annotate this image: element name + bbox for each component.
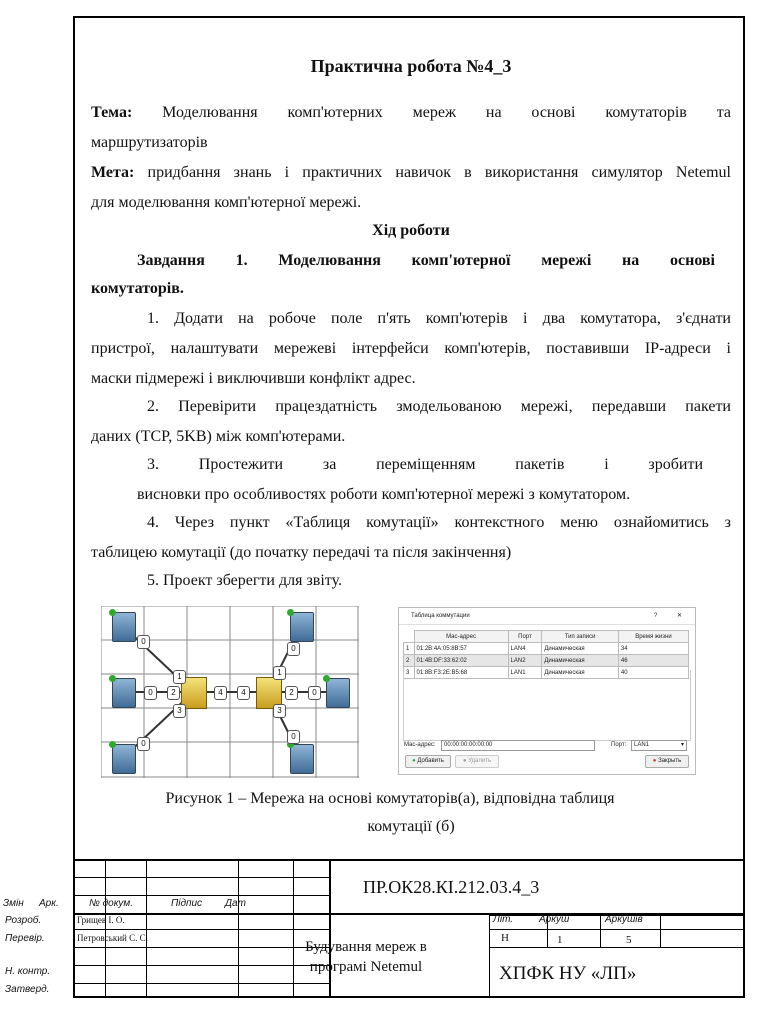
- sheets-label: Аркушів: [605, 914, 643, 925]
- developed-label: Розроб.: [5, 915, 42, 926]
- port-label: 2: [167, 686, 180, 700]
- goal-text: придбання знань і практичних навичок в використання симулятор Netemul: [147, 164, 731, 181]
- port-label: 4: [214, 686, 227, 700]
- ttl-cell: 46: [618, 655, 688, 667]
- progress-heading: Хід роботи: [372, 222, 450, 239]
- row-number: 3: [404, 667, 415, 679]
- goal-line-2: для моделювання комп'ютерної мережі.: [91, 194, 362, 211]
- port-label: 0: [137, 635, 150, 649]
- port-label: Порт:: [611, 742, 627, 748]
- doc-title: Практична робота №4_3: [310, 56, 512, 76]
- computer-icon[interactable]: [290, 612, 314, 642]
- delete-button-label: Удалить: [468, 758, 492, 764]
- port-cell: LAN1: [508, 667, 542, 679]
- chevron-down-icon: ▾: [680, 742, 684, 748]
- table-header: [404, 631, 689, 643]
- doc-number-label: № докум.: [89, 898, 134, 909]
- type-cell: Динамическая: [542, 655, 619, 667]
- row-number: 1: [404, 643, 415, 655]
- status-led: [109, 609, 116, 616]
- developer-name: Грищев І. О.: [77, 915, 125, 925]
- computer-icon[interactable]: [326, 678, 350, 708]
- step-4-line-2: таблицею комутації (до початку передачі та після закінчення): [91, 544, 512, 561]
- port-cell: LAN4: [508, 643, 542, 655]
- port-label: 1: [173, 670, 186, 684]
- step-1-line-3: маски підмережі і виключивши конфлікт адрес.: [91, 370, 416, 387]
- status-led: [323, 675, 330, 682]
- goal-line: [91, 158, 731, 188]
- table-row[interactable]: [404, 643, 689, 655]
- row-number: 2: [404, 655, 415, 667]
- subject-title: [291, 937, 441, 977]
- topic-label: Тема:: [91, 104, 133, 121]
- computer-icon[interactable]: [112, 612, 136, 642]
- sheet-value: 1: [557, 934, 563, 946]
- ttl-cell: 34: [618, 643, 688, 655]
- computer-icon[interactable]: [290, 744, 314, 774]
- type-cell: Динамическая: [542, 643, 619, 655]
- document-code: ПР.ОК28.КІ.212.03.4_3: [363, 877, 540, 897]
- step-3-line-2: висновки про особливостях роботи комп'ютерної мережі з комутатором.: [137, 486, 631, 503]
- date-label: Дат: [225, 898, 246, 909]
- window-title: Таблица коммутации: [411, 613, 470, 619]
- mac-cell: 01:2B:4A:05:8B:57: [414, 643, 508, 655]
- port-label: 0: [137, 737, 150, 751]
- column-header[interactable]: Порт: [508, 631, 542, 643]
- port-label: 1: [273, 666, 286, 680]
- close-button[interactable]: [645, 755, 689, 768]
- table-row[interactable]: [404, 655, 689, 667]
- port-select[interactable]: [631, 740, 687, 751]
- port-select-value: LAN1: [634, 742, 650, 748]
- port-label: 0: [144, 686, 157, 700]
- zmin-label: Змін: [3, 898, 24, 909]
- port-label: 2: [285, 686, 298, 700]
- task-heading: Завдання 1. Моделювання комп'ютерної мережі на основі: [137, 252, 715, 269]
- checked-label: Перевір.: [5, 933, 45, 944]
- port-label: 0: [287, 642, 300, 656]
- network-diagram: [101, 606, 359, 778]
- task-heading-2: комутаторів.: [91, 280, 184, 297]
- port-label: 0: [287, 730, 300, 744]
- organization: ХПФК НУ «ЛП»: [499, 963, 637, 984]
- step-2-line-2: даних (TCP, 5KB) між комп'ютерами.: [91, 428, 346, 445]
- approved-label: Затверд.: [5, 984, 50, 995]
- port-label: 3: [273, 704, 286, 718]
- step-1-line-2: пристрої, налаштувати мережеві інтерфейси комп'ютерів, поставивши IP-адреси і: [91, 340, 731, 357]
- goal-label: Мета:: [91, 164, 135, 181]
- mac-cell: 01:4B:DF:33:62:02: [414, 655, 508, 667]
- switch-table-window: [398, 607, 696, 775]
- window-titlebar: [399, 608, 695, 625]
- step-3: 3. Простежити за переміщенням пакетів і зробити: [147, 456, 703, 473]
- status-led: [109, 675, 116, 682]
- lit-value: Н: [501, 932, 509, 944]
- figure-caption-2: комутації (б): [367, 818, 455, 835]
- delete-button[interactable]: [455, 755, 499, 768]
- title-block: [3, 859, 745, 998]
- sign-label: Підпис: [171, 898, 203, 909]
- step-2: 2. Перевірити працездатність змодельованою мережі, передавши пакети: [147, 398, 731, 415]
- step-5: 5. Проект зберегти для звіту.: [147, 572, 342, 589]
- close-btn-icon: ●: [652, 758, 657, 764]
- add-button[interactable]: [405, 755, 451, 768]
- close-icon[interactable]: ✕: [677, 613, 683, 619]
- topic-line-2: маршрутизаторів: [91, 134, 208, 151]
- port-cell: LAN2: [508, 655, 542, 667]
- close-button-label: Закрыть: [658, 758, 682, 764]
- mac-label: Мас-адрес:: [404, 742, 436, 748]
- help-button[interactable]: ?: [654, 613, 658, 619]
- delete-icon: ●: [462, 758, 467, 764]
- port-label: 3: [173, 704, 186, 718]
- add-icon: ●: [412, 758, 416, 764]
- subject-line-1: Будування мереж в: [305, 939, 427, 955]
- step-4: 4. Через пункт «Таблиця комутації» контекстного меню ознайомитись з: [147, 514, 731, 531]
- column-header[interactable]: Тип записи: [542, 631, 619, 643]
- topic-line: [91, 98, 731, 128]
- add-button-label: Добавить: [417, 758, 444, 764]
- column-header[interactable]: Мас-адрес: [414, 631, 508, 643]
- mac-cell: 01:8B:F3:2E:B5:68: [414, 667, 508, 679]
- type-cell: Динамическая: [542, 667, 619, 679]
- port-label: 4: [237, 686, 250, 700]
- step-1: 1. Додати на робоче поле п'ять комп'ютерів і два комутатора, з'єднати: [147, 310, 731, 327]
- subject-line-2: програмі Netemul: [309, 959, 423, 975]
- ark-label: Арк.: [39, 898, 59, 909]
- lit-label: Літ.: [493, 914, 514, 925]
- port-label: 0: [308, 686, 321, 700]
- computer-icon[interactable]: [112, 678, 136, 708]
- column-header[interactable]: Время жизни: [618, 631, 688, 643]
- checker-name: Петровський С. С.: [77, 933, 148, 943]
- figure-caption: Рисунок 1 – Мережа на основі комутаторів(а), відповідна таблиця: [165, 790, 615, 807]
- sheet-label: Аркуш: [539, 914, 570, 925]
- sheets-value: 5: [626, 934, 632, 946]
- topic-text: Моделювання комп'ютерних мереж на основі комутаторів та: [162, 104, 732, 121]
- status-led: [109, 741, 116, 748]
- mac-input[interactable]: 00:00:00:00:00:00: [441, 740, 595, 751]
- ttl-cell: 40: [618, 667, 688, 679]
- computer-icon[interactable]: [112, 744, 136, 774]
- table-empty-area: [403, 670, 691, 741]
- status-led: [287, 609, 294, 616]
- norm-control-label: Н. контр.: [5, 966, 51, 977]
